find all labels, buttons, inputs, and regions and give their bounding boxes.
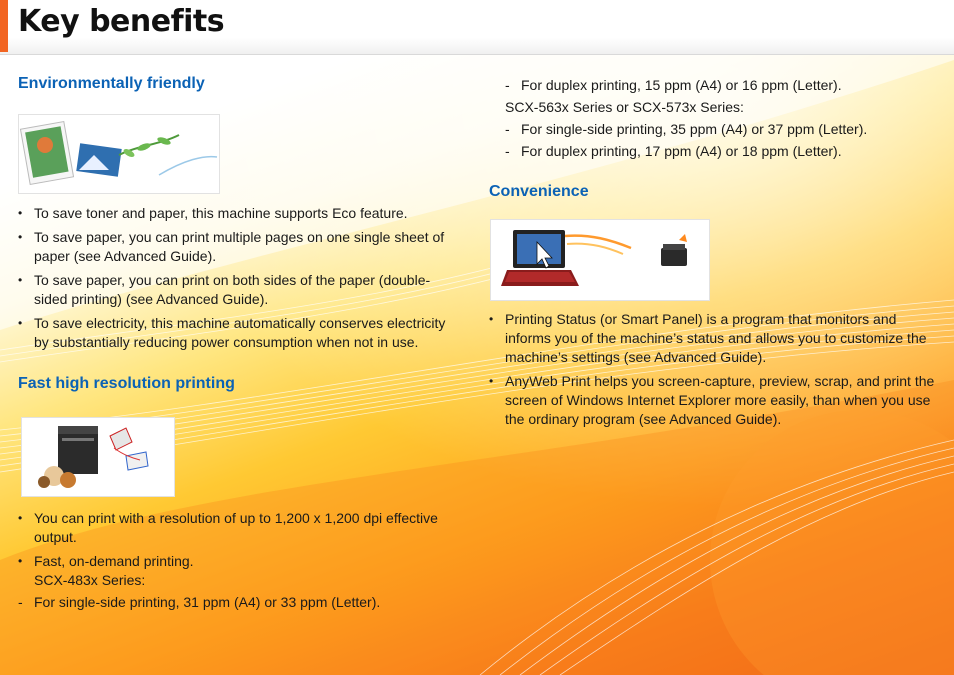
list-item: - For single-side printing, 31 ppm (A4) or 33 ppm (Letter). [18, 593, 458, 612]
list-item: • To save toner and paper, this machine supports Eco feature. [18, 204, 458, 223]
printer-with-photos-illustration [21, 417, 175, 497]
series1-list-continued [505, 76, 939, 95]
right-column [489, 74, 939, 434]
list-item: • To save electricity, this machine automatically conserves electricity by substantially reducing power consumption when not in use. [18, 314, 458, 352]
list-item: • You can print with a resolution of up to 1,200 x 1,200 dpi effective output. [18, 509, 458, 547]
convenience-bullet-list [489, 310, 939, 429]
left-column [18, 74, 458, 615]
section-heading-fast: Fast high resolution printing [18, 375, 235, 392]
list-item: • Printing Status (or Smart Panel) is a program that monitors and informs you of the machine’s status and allows you to customize the machine’s settings (see Advanced Guide). [489, 310, 939, 367]
page-title: Key benefits [18, 4, 225, 39]
list-item: - For single-side printing, 35 ppm (A4) or 37 ppm (Letter). [505, 120, 939, 139]
series1-list [18, 593, 458, 612]
series-label: SCX-563x Series or SCX-573x Series: [505, 99, 744, 115]
section-heading-convenience: Convenience [489, 183, 589, 200]
eco-leaf-photo-illustration [18, 114, 220, 194]
list-item: • To save paper, you can print multiple pages on one single sheet of paper (see Advanced Guide). [18, 228, 458, 266]
section-heading-eco: Environmentally friendly [18, 75, 205, 92]
fast-bullet-list [18, 509, 458, 590]
page-header [0, 0, 954, 55]
eco-bullet-list [18, 204, 458, 352]
list-item: • AnyWeb Print helps you screen-capture, preview, scrap, and print the screen of Windows Internet Explorer more easily, than when you use the ordinary program (see Advanced Guide). [489, 372, 939, 429]
list-item: - For duplex printing, 15 ppm (A4) or 16 ppm (Letter). [505, 76, 939, 95]
series-label: SCX-483x Series: [34, 572, 146, 588]
list-item-text: • Fast, on-demand printing. [34, 553, 194, 569]
list-item: - For duplex printing, 17 ppm (A4) or 18 ppm (Letter). [505, 142, 939, 161]
list-item: • To save paper, you can print on both sides of the paper (double-sided printing) (see Advanced Guide). [18, 271, 458, 309]
laptop-and-printer-illustration [490, 219, 710, 301]
series2-list [505, 120, 939, 161]
list-item [18, 552, 458, 590]
header-accent-bar [0, 0, 8, 52]
